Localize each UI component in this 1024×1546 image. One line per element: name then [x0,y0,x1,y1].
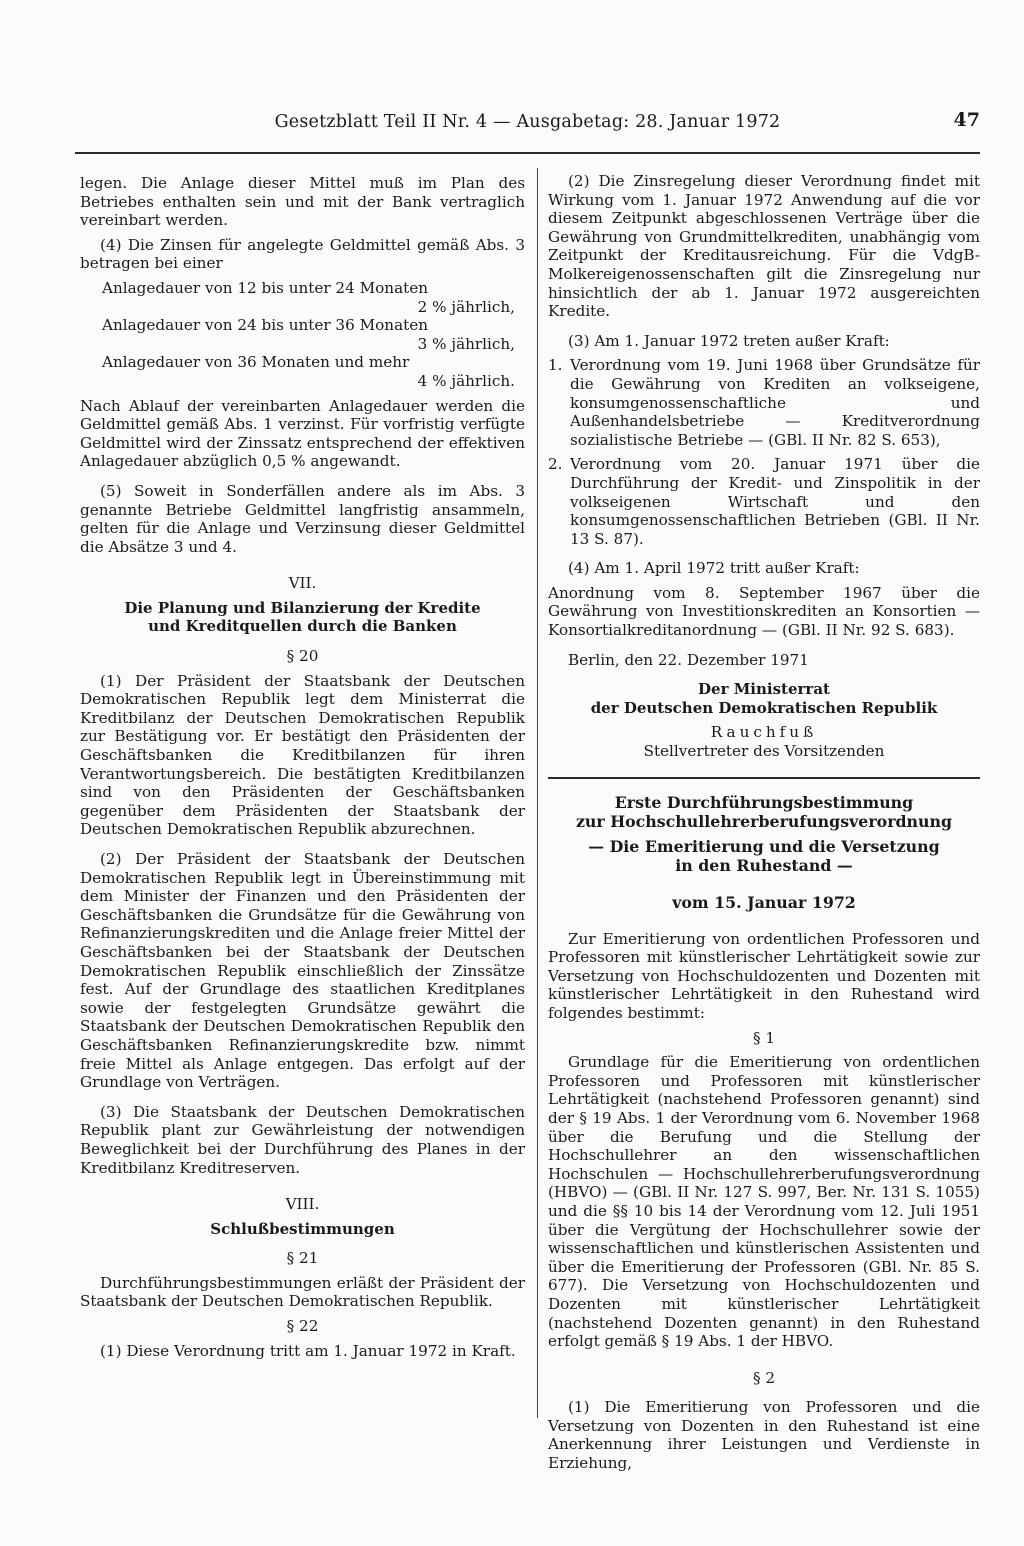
column-divider [537,168,538,1418]
place-and-date: Berlin, den 22. Dezember 1971 [568,650,809,669]
rate-duration: Anlagedauer von 12 bis unter 24 Monaten [102,278,428,297]
section-7-title-line1: Die Planung und Bilanzierung der Kredite [124,598,481,617]
paragraph-1: Grundlage für die Emeritierung von ordentlichen Professoren und Professoren mit künstlerischer Lehrtätigkeit (nachstehend Professoren genannt) sind der § 19 Abs. 1 der Verordnung vom 6. November 1968 über die Berufung und die Stellung der Hochschullehrer an den wissenschaftlichen Hochschulen — Hochschullehrerberufungsverordnung (HBVO) — (GBl. II Nr. 127 S. 997, Ber. Nr. 131 S. 1055) und die §§ 10 bis 14 der Verordnung vom 12. Juli 1951 über die Vergütung der Hochschullehrer sowie der wissenschaftlichen und künstlerischen Assistenten und über die Emeritierung der Professoren (GBl. Nr. 85 S. 677). Die Versetzung von Hochschuldozenten und Dozenten mit künstlerischer Lehrtätigkeit (nachstehend Dozenten genannt) in den Ruhestand erfolgt gemäß § 19 Abs. 1 der HBVO. [548,1053,980,1351]
signatory-role: Stellvertreter des Vorsitzenden [643,742,885,761]
authority-line1: Der Ministerrat [698,680,830,699]
rate-value: 2 % jährlich, [417,297,515,316]
rate-item [80,353,525,390]
repealed-item-number: 2. [548,455,563,474]
paragraph-1-heading: § 1 [752,1028,776,1047]
header-rule [75,152,980,154]
right-column [548,172,980,1473]
section-8-title: Schlußbestimmungen [210,1219,395,1238]
signatory-name: Rauchfuß [710,723,818,742]
paragraph-22-1: (1) Diese Verordnung tritt am 1. Januar 1972 in Kraft. [100,1341,516,1360]
rate-value: 3 % jährlich, [417,334,515,353]
section-8-number: VIII. [285,1195,320,1214]
rate-item [80,279,525,316]
repealed-item-text: Verordnung vom 19. Juni 1968 über Grundsätze für die Gewährung von Krediten an volkseigene, konsumgenossenschaftliche und Außenhandelsbetriebe — Kreditverordnung sozialistische Betriebe — (GBl. II Nr. 82 S. 653), [570,356,980,449]
paragraph-22-4-text: Anordnung vom 8. September 1967 über die Gewährung von Investitionskrediten an Konsortien — Konsortialkreditanordnung — (GBl. II Nr. 92 S. 683). [548,583,980,640]
section-7-number: VII. [288,574,317,593]
section-7-title-line2: und Kreditquellen durch die Banken [148,617,457,636]
paragraph-continued: legen. Die Anlage dieser Mittel muß im Plan des Betriebes enthalten sein und mit der Bank vertraglich vereinbart werden. [80,174,525,230]
repealed-item [548,455,980,548]
paragraph-21: Durchführungsbestimmungen erläßt der Präsident der Staatsbank der Deutschen Demokratischen Republik. [80,1273,525,1311]
paragraph-4-after: Nach Ablauf der vereinbarten Anlagedauer werden die Geldmittel gemäß Abs. 1 verzinst. Für vorfristig verfügte Geldmittel wird der Zinssatz entsprechend der effektiven Anlagedauer abzüglich 0,5 % angewandt. [80,396,525,471]
regulation-title-line2: zur Hochschullehrerberufungsverordnung [575,811,953,831]
repealed-item [548,356,980,449]
paragraph-22-heading: § 22 [286,1317,319,1336]
regulation-subtitle-line2: in den Ruhestand — [675,855,853,875]
paragraph-22-4-intro: (4) Am 1. April 1972 tritt außer Kraft: [568,559,860,578]
paragraph-20-heading: § 20 [286,647,319,666]
authority-line2: der Deutschen Demokratischen Republik [590,698,938,717]
regulation-title-line1: Erste Durchführungsbestimmung [614,792,914,812]
rate-duration: Anlagedauer von 24 bis unter 36 Monaten [102,316,428,335]
paragraph-20-2: (2) Der Präsident der Staatsbank der Deutschen Demokratischen Republik legt in Übereinstimmung mit dem Minister der Finanzen und den Präsidenten der Geschäftsbanken die Grundsätze für die Gewährung von Refinanzierungskrediten und die Anlage freier Mittel der Geschäftsbanken bei der Staatsbank der Deutschen Demokratischen Republik einschließlich der Zinssätze fest. Auf der Grundlage des staatlichen Kreditplanes sowie der festgelegten Grundsätze gewährt die Staatsbank der Deutschen Demokratischen Republik den Geschäftsbanken Refinanzierungskredite bzw. nimmt freie Mittel als Anlage entgegen. Das erfolgt auf der Grundlage von Verträgen. [80,850,525,1092]
paragraph-5: (5) Soweit in Sonderfällen andere als im Abs. 3 genannte Betriebe Geldmittel langfristig ansammeln, gelten für die Anlage und Verzinsung dieser Geldmittel die Absätze 3 und 4. [80,481,525,556]
left-column [80,174,525,1360]
paragraph-2-heading: § 2 [752,1368,776,1387]
page-number: 47 [953,109,980,131]
regulation-date: vom 15. Januar 1972 [672,892,856,912]
paragraph-22-3-intro: (3) Am 1. Januar 1972 treten außer Kraft: [568,331,890,350]
rate-value: 4 % jährlich. [417,371,515,390]
paragraph-2-1: (1) Die Emeritierung von Professoren und die Versetzung von Dozenten in den Ruhestand ist eine Anerkennung ihrer Leistungen und Verdienste in Erziehung, [548,1398,980,1473]
paragraph-20-1: (1) Der Präsident der Staatsbank der Deutschen Demokratischen Republik legt dem Ministerrat die Kreditbilanz der Deutschen Demokratischen Republik zur Bestätigung vor. Er bestätigt den Präsidenten der Geschäftsbanken die Kreditbilanzen für ihren Verantwortungsbereich. Die bestätigten Kreditbilanzen sind von den Präsidenten der Geschäftsbanken gegenüber dem Präsidenten der Staatsbank der Deutschen Demokratischen Republik abzurechnen. [80,671,525,839]
regulation-subtitle-line1: — Die Emeritierung und die Versetzung [588,836,940,856]
gazette-title: Gesetzblatt Teil II Nr. 4 — Ausgabetag: 28. Januar 1972 [274,112,781,132]
rate-duration: Anlagedauer von 36 Monaten und mehr [102,353,410,372]
paragraph-20-3: (3) Die Staatsbank der Deutschen Demokratischen Republik plant zur Gewährleistung der notwendigen Beweglichkeit bei der Durchführung des Planes in der Kreditbilanz Kreditreserven. [80,1102,525,1177]
paragraph-21-heading: § 21 [286,1249,319,1268]
preamble: Zur Emeritierung von ordentlichen Professoren und Professoren mit künstlerischer Lehrtätigkeit sowie zur Versetzung von Hochschuldozenten und Dozenten mit künstlerischer Lehrtätigkeit in den Ruhestand wird folgendes bestimmt: [548,929,980,1022]
repealed-item-text: Verordnung vom 20. Januar 1971 über die Durchführung der Kredit- und Zinspolitik in der volkseigenen Wirtschaft und den konsumgenossenschaftlichen Betrieben (GBl. II Nr. 13 S. 87). [570,455,980,548]
page-header [75,109,980,140]
repealed-item-number: 1. [548,356,563,375]
paragraph-4-intro: (4) Die Zinsen für angelegte Geldmittel gemäß Abs. 3 betragen bei einer [80,235,525,273]
paragraph-22-2: (2) Die Zinsregelung dieser Verordnung findet mit Wirkung vom 1. Januar 1972 Anwendung auf die vor diesem Zeitpunkt abgeschlossenen Verträge über die Gewährung von Grundmittelkrediten, unabhängig vom Zeitpunkt der Kreditausreichung. Für die VdgB-Molkereigenossenschaften gilt die Zinsregelung nur hinsichtlich der ab 1. Januar 1972 ausgereichten Kredite. [548,172,980,321]
interest-rate-list [80,279,525,391]
section-divider [548,777,980,779]
rate-item [80,316,525,353]
